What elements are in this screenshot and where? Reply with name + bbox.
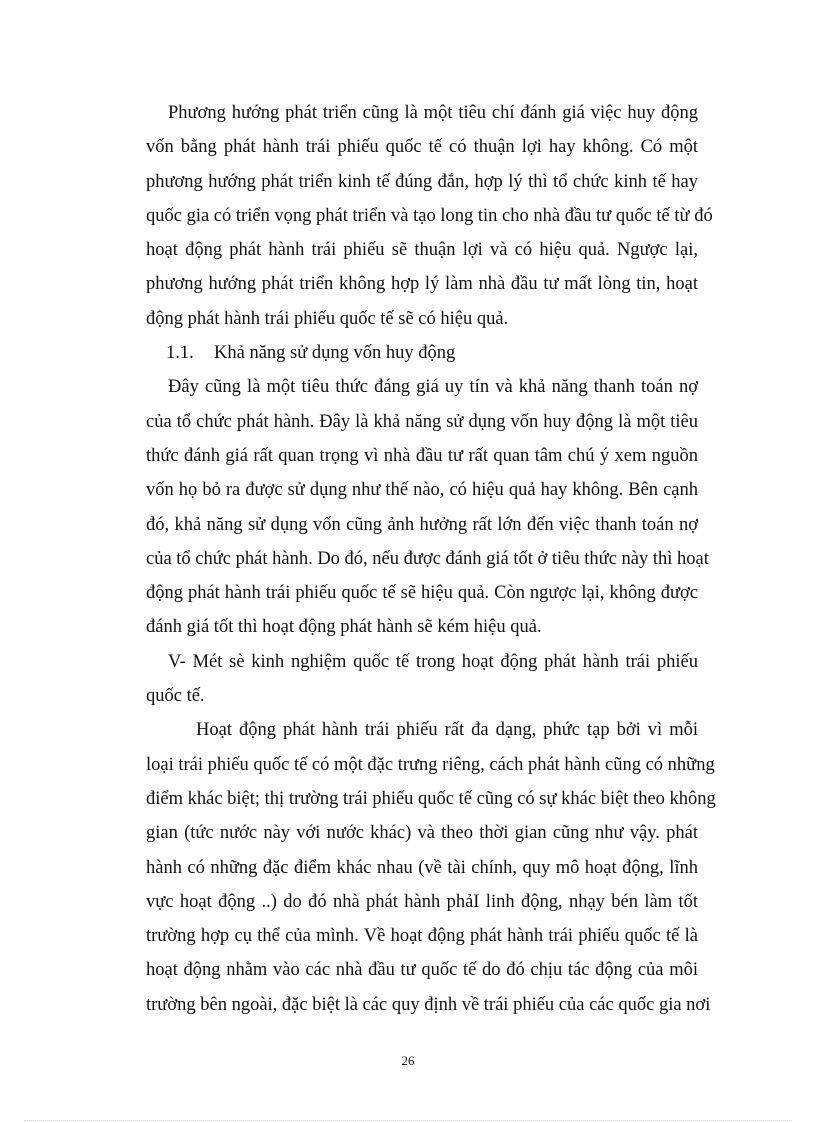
text-line: thức đánh giá rất quan trọng vì nhà đầu tư rất quan tâm chú ý xem nguồn: [146, 445, 698, 466]
text-line: V- Mét sè kinh nghiệm quốc tế trong hoạt động phát hành trái phiếu: [168, 651, 698, 672]
paragraph-development-direction: [146, 96, 713, 336]
text-line: hoạt động phát hành trái phiếu sẽ thuận lợi và có hiệu quả. Ngược lại,: [146, 240, 698, 261]
text-line: loại trái phiếu quốc tế có một đặc trưng riêng, cách phát hành cũng có những: [146, 754, 715, 775]
text-line: đó, khả năng sử dụng vốn cũng ảnh hưởng rất lớn đến việc thanh toán nợ: [146, 514, 698, 535]
text-line: trường bên ngoài, đặc biệt là các quy định về trái phiếu của các quốc gia nơi: [146, 994, 711, 1015]
text-line: vực hoạt động ..) do đó nhà phát hành phảI linh động, nhạy bén làm tốt: [146, 891, 698, 912]
text-line: của tổ chức phát hành. Do đó, nếu được đánh giá tốt ở tiêu thức này thì hoạt: [146, 548, 709, 569]
text-line: quốc tế.: [146, 686, 205, 707]
text-line: đánh giá tốt thì hoạt động phát hành sẽ kém hiệu quả.: [146, 617, 542, 638]
text-line: phương hướng phát triển không hợp lý làm nhà đầu tư mất lòng tin, hoạt: [146, 274, 698, 295]
text-line: Hoạt động phát hành trái phiếu rất đa dạng, phức tạp bởi vì mỗi: [196, 720, 698, 741]
text-line: gian (tức nước này với nước khác) và theo thời gian cũng như vậy. phát: [146, 823, 698, 844]
text-line: điểm khác biệt; thị trường trái phiếu quốc tế cũng có sự khác biệt theo không: [146, 788, 716, 809]
text-line: vốn bằng phát hành trái phiếu quốc tế có thuận lợi hay không. Có một: [146, 137, 698, 158]
text-line: hoạt động nhằm vào các nhà đầu tư quốc tế do đó chịu tác động của môi: [146, 960, 698, 981]
section-title: Khả năng sử dụng vốn huy động: [214, 343, 456, 364]
text-line: vốn họ bỏ ra được sử dụng như thế nào, có hiệu quả hay không. Bên cạnh: [146, 480, 698, 501]
page-bottom-divider: [24, 1120, 792, 1121]
section-number: 1.1.: [166, 343, 194, 364]
paragraph-issuance-activity: [146, 713, 716, 1022]
section-heading: [146, 336, 698, 370]
paragraph-capital-usage: [146, 370, 709, 644]
text-line: của tổ chức phát hành. Đây là khả năng sử dụng vốn huy động là một tiêu: [146, 411, 698, 432]
text-line: quốc gia có triển vọng phát triển và tạo long tin cho nhà đầu tư quốc tế từ đó: [146, 205, 713, 226]
page-body: [146, 96, 716, 1022]
page-number: 26: [401, 1053, 415, 1068]
text-line: trường hợp cụ thể của mình. Về hoạt động phát hành trái phiếu quốc tế là: [146, 926, 698, 947]
text-line: Phương hướng phát triển cũng là một tiêu chí đánh giá việc huy động: [168, 103, 698, 123]
text-line: phương hướng phát triển kinh tế đúng đắn, hợp lý thì tổ chức kinh tế hay: [146, 171, 698, 192]
text-line: Đây cũng là một tiêu thức đáng giá uy tín và khả năng thanh toán nợ: [168, 377, 698, 398]
text-line: hành có những đặc điểm khác nhau (về tài chính, quy mô hoạt động, lĩnh: [146, 857, 698, 878]
text-line: động phát hành trái phiếu quốc tế sẽ có hiệu quả.: [146, 308, 509, 329]
text-line: động phát hành trái phiếu quốc tế sẽ hiệu quả. Còn ngược lại, không được: [146, 583, 698, 604]
section-heading-international-experience: [146, 645, 698, 714]
